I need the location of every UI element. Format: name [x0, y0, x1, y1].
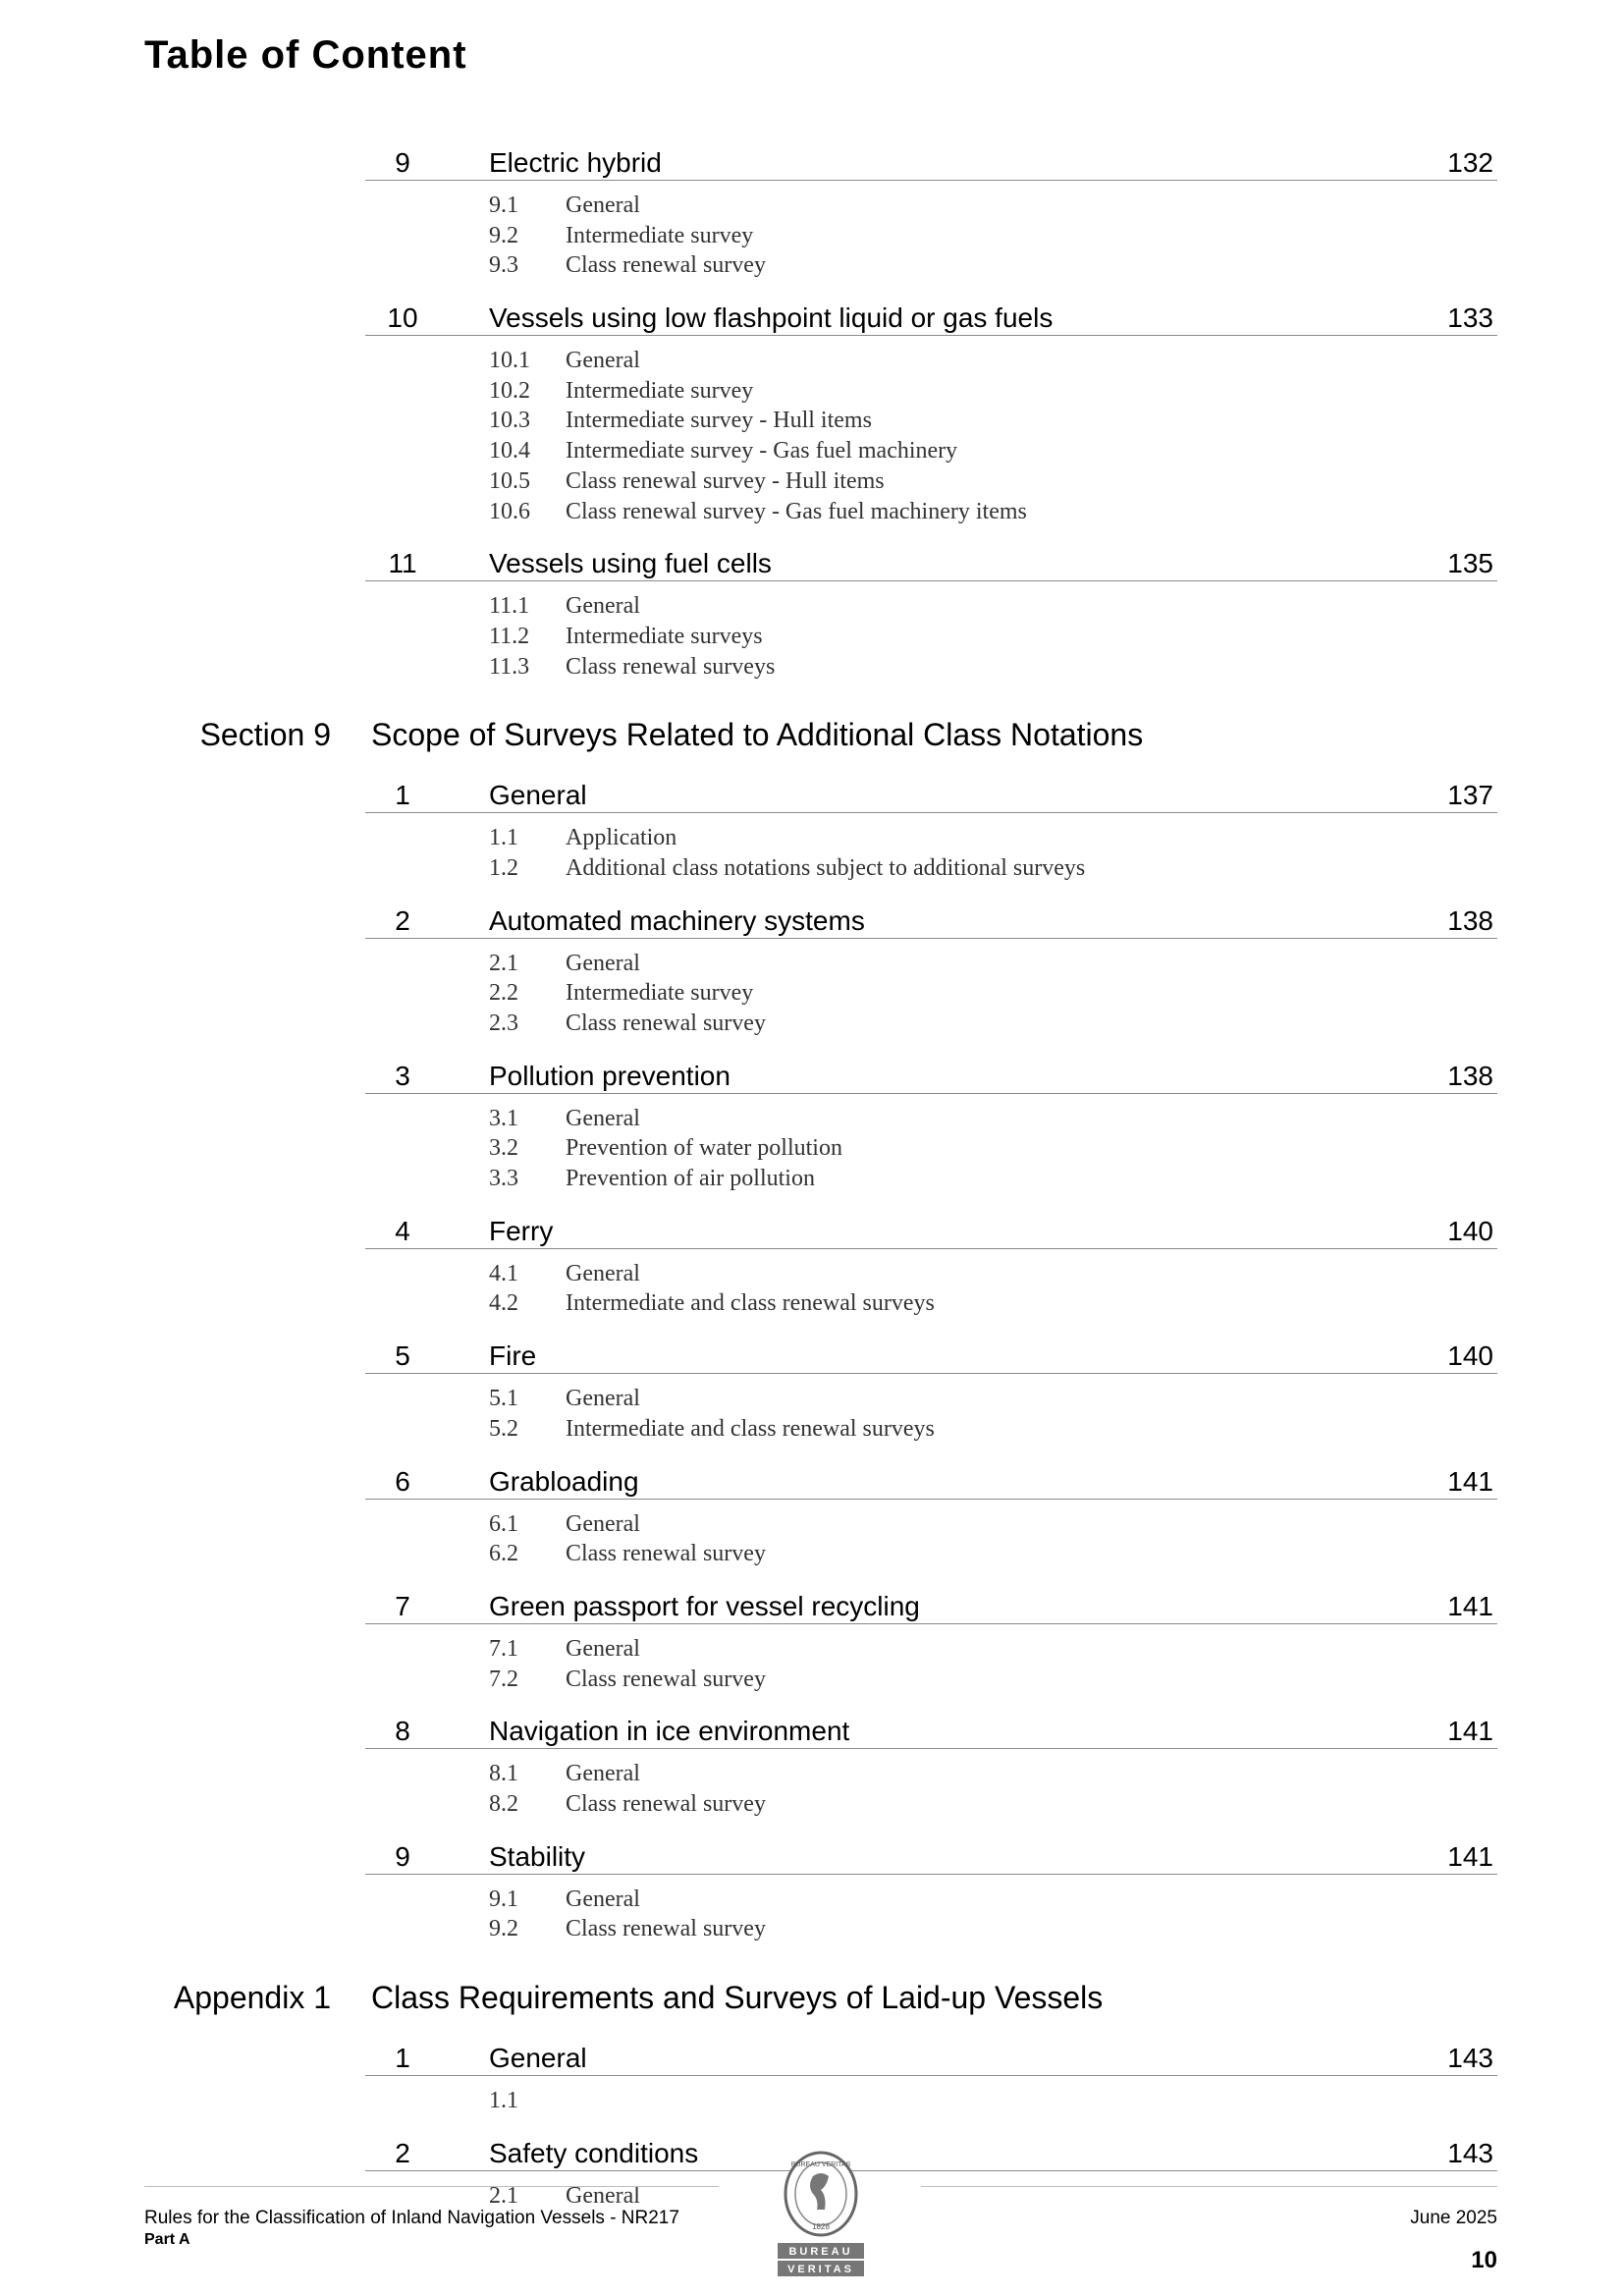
subsection-title: Intermediate and class renewal surveys [566, 1415, 935, 1442]
toc-subsection-row[interactable] [0, 1009, 1623, 1039]
chapter-title: Class Requirements and Surveys of Laid-up Vessels [371, 1980, 1104, 2015]
subsection-number: 10.4 [489, 438, 530, 465]
toc-subsection-row[interactable] [0, 191, 1623, 221]
subsection-title: General [566, 1886, 640, 1912]
toc-subsection-row[interactable] [0, 221, 1623, 251]
subsection-title: Prevention of air pollution [566, 1166, 815, 1192]
footer-page-number: 10 [1471, 2247, 1497, 2273]
subsection-title: General [566, 348, 640, 374]
article-number: 6 [395, 1465, 410, 1497]
article-title: Fire [489, 1340, 537, 1372]
subsection-title: General [566, 1105, 640, 1131]
subsection-title: Intermediate survey [566, 222, 754, 248]
article-page-number: 141 [1447, 1590, 1493, 1621]
subsection-title: Intermediate survey - Gas fuel machinery [566, 438, 958, 465]
subsection-number: 10.5 [489, 467, 530, 494]
article-title: General [489, 2043, 587, 2073]
article-number: 2 [395, 904, 410, 936]
page-title: Table of Content [144, 33, 467, 77]
article-title: Vessels using fuel cells [489, 548, 772, 579]
subsection-number: 7.1 [489, 1635, 518, 1662]
article-title: Ferry [489, 1215, 554, 1246]
subsection-list [0, 1500, 1623, 1579]
subsection-title: Intermediate surveys [566, 623, 763, 649]
subsection-number: 1.1 [489, 2088, 518, 2113]
article-number: 5 [395, 1340, 410, 1372]
article-title: Navigation in ice environment [489, 1716, 850, 1747]
subsection-list [0, 1875, 1623, 1954]
subsection-list [0, 1749, 1623, 1829]
subsection-number: 8.1 [489, 1761, 518, 1787]
chapter-label: Appendix 1 [173, 1980, 331, 2015]
article-title: Stability [489, 1840, 586, 1872]
article-number: 9 [395, 147, 410, 178]
subsection-list [0, 336, 1623, 536]
subsection-list [0, 939, 1623, 1049]
subsection-number: 5.1 [489, 1386, 518, 1412]
toc-subsection-row[interactable] [0, 376, 1623, 407]
subsection-title: Class renewal survey - Gas fuel machinery items [566, 498, 1027, 524]
article-title: Electric hybrid [489, 147, 662, 178]
subsection-title: Application [566, 825, 677, 851]
subsection-number: 10.3 [489, 408, 530, 434]
subsection-list [0, 1374, 1623, 1453]
article-number: 1 [395, 780, 410, 811]
toc-article-row[interactable] [0, 2031, 1623, 2076]
subsection-number: 9.2 [489, 222, 518, 248]
subsection-number: 3.2 [489, 1135, 518, 1162]
toc-article-row[interactable] [0, 1329, 1623, 1374]
subsection-list [0, 181, 1623, 291]
subsection-list [0, 1249, 1623, 1329]
subsection-number: 10.6 [489, 498, 530, 524]
toc-subsection-row[interactable] [0, 1104, 1623, 1134]
subsection-number: 3.1 [489, 1105, 518, 1131]
subsection-number: 2.3 [489, 1011, 518, 1036]
subsection-number: 2.2 [489, 980, 518, 1007]
toc-article-row[interactable] [0, 536, 1623, 581]
article-number: 8 [395, 1716, 410, 1747]
toc-subsection-row[interactable] [0, 1634, 1623, 1665]
subsection-title: Class renewal survey [566, 1011, 766, 1036]
article-page-number: 140 [1447, 1215, 1493, 1246]
subsection-number: 2.1 [489, 950, 518, 976]
subsection-number: 1.1 [489, 825, 518, 851]
subsection-number: 11.1 [489, 593, 530, 620]
subsection-title: Class renewal survey - Hull items [566, 467, 885, 494]
subsection-list [0, 581, 1623, 691]
footer-part: Part A [144, 2231, 190, 2248]
toc-subsection-row[interactable] [0, 346, 1623, 376]
subsection-number: 6.2 [489, 1541, 518, 1567]
toc-subsection-row[interactable] [0, 1665, 1623, 1695]
subsection-number: 5.2 [489, 1415, 518, 1442]
logo-year: 1828 [812, 2222, 830, 2231]
toc-article-row[interactable] [0, 1204, 1623, 1249]
toc-subsection-row[interactable] [0, 497, 1623, 527]
article-page-number: 143 [1447, 2137, 1493, 2168]
footer-date: June 2025 [1410, 2208, 1497, 2228]
article-page-number: 141 [1447, 1716, 1493, 1747]
subsection-title: Class renewal survey [566, 1666, 766, 1692]
toc-article-row[interactable] [0, 768, 1623, 813]
article-page-number: 143 [1447, 2043, 1493, 2073]
toc-article-row[interactable] [0, 1579, 1623, 1624]
subsection-number: 9.3 [489, 252, 518, 279]
subsection-number: 1.2 [489, 854, 518, 881]
article-page-number: 140 [1447, 1340, 1493, 1372]
toc-subsection-row[interactable] [0, 823, 1623, 853]
footer-divider-left [144, 2186, 719, 2187]
subsection-title: General [566, 1761, 640, 1787]
toc-subsection-row[interactable] [0, 1509, 1623, 1540]
article-page-number: 135 [1447, 548, 1493, 579]
subsection-title: Intermediate survey [566, 980, 754, 1007]
toc-subsection-row[interactable] [0, 1885, 1623, 1915]
article-title: Safety conditions [489, 2137, 699, 2168]
toc-subsection-row[interactable] [0, 1288, 1623, 1319]
subsection-number: 6.1 [489, 1510, 518, 1537]
toc-subsection-row[interactable] [0, 1384, 1623, 1414]
subsection-title: Additional class notations subject to additional surveys [566, 854, 1086, 881]
bureau-veritas-logo [770, 2151, 872, 2278]
subsection-number: 8.2 [489, 1790, 518, 1817]
toc-article-row[interactable] [0, 1830, 1623, 1875]
subsection-title: General [566, 1260, 640, 1286]
toc-subsection-row[interactable] [0, 1133, 1623, 1164]
subsection-title: Intermediate survey [566, 377, 754, 404]
subsection-title: General [566, 1386, 640, 1412]
toc-subsection-row[interactable] [0, 1259, 1623, 1289]
subsection-title: Class renewal survey [566, 1541, 766, 1567]
subsection-list [0, 1624, 1623, 1704]
article-page-number: 138 [1447, 904, 1493, 936]
toc-article-row[interactable] [0, 1704, 1623, 1749]
chapter-heading [0, 1954, 1623, 2031]
subsection-title: Class renewal survey [566, 1790, 766, 1817]
article-title: Pollution prevention [489, 1060, 730, 1091]
toc-subsection-row[interactable] [0, 466, 1623, 497]
subsection-number: 10.1 [489, 348, 530, 374]
article-page-number: 132 [1447, 147, 1493, 178]
article-number: 7 [395, 1590, 410, 1621]
toc-subsection-row[interactable] [0, 406, 1623, 436]
subsection-number: 4.2 [489, 1290, 518, 1317]
toc-article-row[interactable] [0, 291, 1623, 336]
toc-subsection-row[interactable] [0, 591, 1623, 622]
footer-document-title: Rules for the Classification of Inland Navigation Vessels - NR217 [144, 2208, 679, 2228]
article-number: 4 [395, 1215, 410, 1246]
table-of-contents [0, 136, 1623, 2220]
subsection-number: 11.3 [489, 653, 530, 680]
toc-subsection-row[interactable] [0, 652, 1623, 683]
article-number: 9 [395, 1840, 410, 1872]
subsection-number: 11.2 [489, 623, 530, 649]
article-title: Automated machinery systems [489, 904, 865, 936]
subsection-title: Class renewal surveys [566, 653, 776, 680]
article-page-number: 133 [1447, 302, 1493, 334]
article-title: Grabloading [489, 1465, 639, 1497]
toc-subsection-row[interactable] [0, 2086, 1623, 2116]
article-page-number: 137 [1447, 780, 1493, 811]
subsection-title: General [566, 1635, 640, 1662]
article-page-number: 141 [1447, 1465, 1493, 1497]
toc-subsection-row[interactable] [0, 978, 1623, 1009]
subsection-list [0, 1094, 1623, 1204]
article-page-number: 138 [1447, 1060, 1493, 1091]
article-number: 2 [395, 2137, 410, 2168]
subsection-number: 4.1 [489, 1260, 518, 1286]
article-number: 10 [387, 302, 418, 334]
article-title: Green passport for vessel recycling [489, 1590, 920, 1621]
toc-subsection-row[interactable] [0, 622, 1623, 652]
subsection-number: 9.2 [489, 1916, 518, 1942]
subsection-number: 3.3 [489, 1166, 518, 1192]
article-number: 3 [395, 1060, 410, 1091]
toc-subsection-row[interactable] [0, 853, 1623, 884]
chapter-heading [0, 691, 1623, 768]
toc-subsection-row[interactable] [0, 1789, 1623, 1820]
toc-subsection-row[interactable] [0, 436, 1623, 466]
subsection-title: Prevention of water pollution [566, 1135, 842, 1162]
logo-text-line1: BUREAU [788, 2246, 853, 2258]
footer-divider-right [921, 2186, 1497, 2187]
article-page-number: 141 [1447, 1840, 1493, 1872]
subsection-title: Class renewal survey [566, 252, 766, 279]
toc-subsection-row[interactable] [0, 1164, 1623, 1194]
subsection-title: General [566, 192, 640, 218]
article-title: Vessels using low flashpoint liquid or gas fuels [489, 302, 1054, 334]
toc-article-row[interactable] [0, 1049, 1623, 1094]
toc-subsection-row[interactable] [0, 949, 1623, 979]
chapter-title: Scope of Surveys Related to Additional Class Notations [371, 717, 1144, 753]
article-title: General [489, 780, 587, 811]
toc-article-row[interactable] [0, 136, 1623, 181]
subsection-number: 2.1 [489, 2182, 518, 2209]
logo-text-line2: VERITAS [787, 2264, 854, 2275]
subsection-list [0, 813, 1623, 893]
subsection-title: General [566, 950, 640, 976]
toc-subsection-row[interactable] [0, 1759, 1623, 1789]
subsection-number: 10.2 [489, 377, 530, 404]
subsection-list [0, 2076, 1623, 2126]
logo-ring-text: BUREAU VERITAS [790, 2161, 851, 2168]
subsection-title: General [566, 1510, 640, 1537]
toc-subsection-row[interactable] [0, 1539, 1623, 1569]
subsection-title: General [566, 2182, 640, 2209]
subsection-title: Intermediate and class renewal surveys [566, 1290, 935, 1317]
subsection-number: 9.1 [489, 192, 518, 218]
subsection-title: Intermediate survey - Hull items [566, 408, 872, 434]
subsection-title: General [566, 593, 640, 620]
toc-article-row[interactable] [0, 894, 1623, 939]
article-number: 1 [395, 2043, 410, 2073]
subsection-title: Class renewal survey [566, 1916, 766, 1942]
toc-article-row[interactable] [0, 1454, 1623, 1500]
toc-subsection-row[interactable] [0, 250, 1623, 281]
toc-subsection-row[interactable] [0, 1914, 1623, 1944]
subsection-number: 9.1 [489, 1886, 518, 1912]
chapter-label: Section 9 [199, 717, 331, 753]
article-number: 11 [388, 548, 417, 579]
toc-subsection-row[interactable] [0, 1414, 1623, 1445]
subsection-number: 7.2 [489, 1666, 518, 1692]
